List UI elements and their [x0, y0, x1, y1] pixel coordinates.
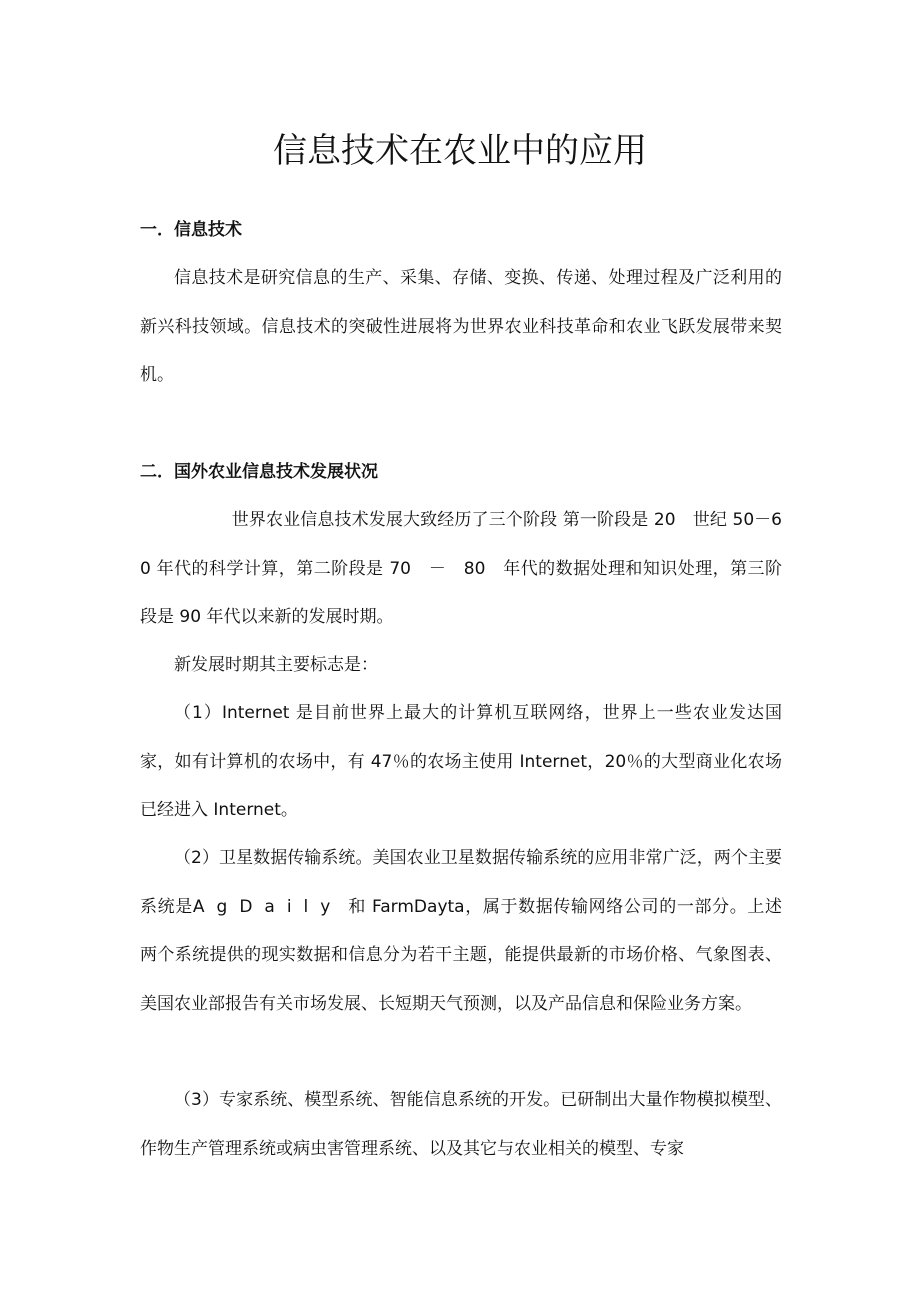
- item2-text-after: 和 FarmDayta，属于数据传输网络公司的一部分。上述两个系统提供的现实数据和信息分为若干主题，能提供最新的市场价格、气象图表、美国农业部报告有关市场发展、长短期天气预测，以及产品信息和保险业务方案。: [140, 896, 782, 1014]
- paragraph-marks-intro: 新发展时期其主要标志是：: [174, 655, 378, 675]
- section-heading-info-tech: 一．信息技术: [140, 220, 242, 240]
- paragraph-item-expert-systems: （3）专家系统、模型系统、智能信息系统的开发。已研制出大量作物模拟模型、作物生产管理系统或病虫害管理系统、以及其它与农业相关的模型、专家: [140, 1090, 782, 1159]
- item2-text-before: （2）卫星数据传输系统。美国农业卫星数据传输系统的应用非常广泛，两个主要系统是: [140, 848, 782, 917]
- paragraph-item-internet: （1）Internet 是目前世界上最大的计算机互联网络，世界上一些农业发达国家，如有计算机的农场中，有 47％的农场主使用 Internet，20％的大型商业化农场已经进入 Internet。: [140, 703, 782, 820]
- paragraph-item-satellite: [140, 834, 782, 1028]
- paragraph-info-tech-definition: 信息技术是研究信息的生产、采集、存储、变换、传递、处理过程及广泛利用的新兴科技领域。信息技术的突破性进展将为世界农业科技革命和农业飞跃发展带来契机。: [140, 268, 782, 385]
- item2-system-name: AgDaily: [192, 896, 343, 917]
- section-heading-foreign-status: 二．国外农业信息技术发展状况: [140, 462, 378, 482]
- paragraph-development-stages: 世界农业信息技术发展大致经历了三个阶段 第一阶段是 20 世纪 50－60 年代的科学计算，第二阶段是 70 － 80 年代的数据处理和知识处理，第三阶段是 90 年代以来新的发展时期。: [140, 510, 782, 627]
- document-title: 信息技术在农业中的应用: [273, 131, 647, 171]
